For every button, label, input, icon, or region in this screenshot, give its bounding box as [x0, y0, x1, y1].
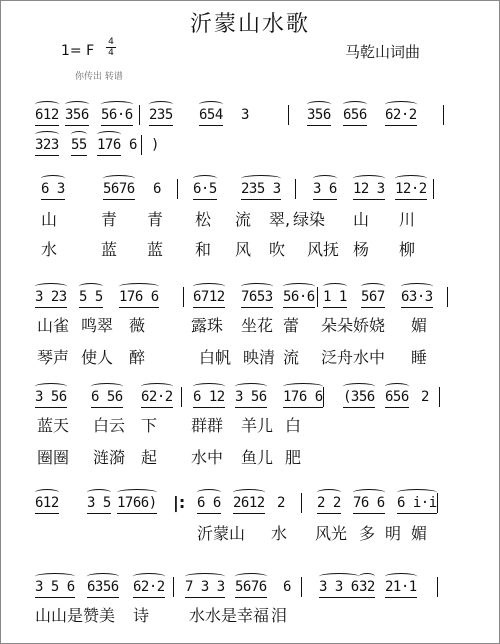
beam-underline [193, 307, 225, 308]
note-text: 6 [283, 579, 291, 595]
lyrics-line [1, 521, 500, 543]
slur-mark [323, 283, 347, 290]
lyrics-line [1, 313, 500, 335]
bar-line [173, 577, 174, 597]
note-text: 6 i·i [397, 495, 437, 511]
note-text: 3 5 6 [35, 579, 75, 595]
bar-line [181, 387, 182, 407]
beam-underline [353, 513, 385, 514]
note-text: (356 [343, 389, 375, 405]
note-text: 2 [421, 389, 429, 405]
slur-mark [41, 175, 65, 182]
slur-mark [235, 573, 267, 580]
beam-underline [87, 597, 119, 598]
note-text: 76 6 [353, 495, 385, 511]
slur-mark [35, 131, 59, 138]
slur-mark [35, 383, 67, 390]
note-text: 656 [385, 389, 409, 405]
note-text: 62·2 [141, 389, 173, 405]
lyric-text: 水中 [191, 448, 224, 467]
beam-underline [199, 125, 223, 126]
note-text: 3 56 [35, 389, 67, 405]
notation-line [1, 283, 500, 311]
note-text: 176 [97, 137, 121, 153]
slur-mark [103, 175, 135, 182]
lyric-text: 水 [41, 240, 58, 259]
note-text: 12 3 [353, 181, 385, 197]
note-text: 3 6 [313, 181, 337, 197]
note-text: 6 [153, 181, 161, 197]
slur-mark [343, 101, 367, 108]
slur-mark [35, 573, 75, 580]
lyric-text: 多 [359, 524, 376, 543]
note-text: 656 [343, 107, 367, 123]
beam-underline [385, 125, 417, 126]
note-text: 612 [35, 107, 59, 123]
beam-underline [401, 307, 433, 308]
lyric-text: 羊儿 [241, 416, 274, 435]
note-text: 6 6 [197, 495, 221, 511]
bar-line [301, 577, 302, 597]
lyrics-line [1, 237, 500, 259]
lyric-text: 吹 [269, 240, 286, 259]
beam-underline [319, 597, 359, 598]
beam-underline [35, 407, 67, 408]
slur-mark [119, 283, 159, 290]
bar-line [317, 287, 318, 307]
note-text: 3 23 [35, 289, 67, 305]
beam-underline [397, 513, 437, 514]
notation-line [1, 175, 500, 203]
lyric-text: 泛舟水中 [321, 348, 386, 367]
time-signature-bottom: 4 [108, 48, 114, 58]
lyric-text: 白帆 [199, 348, 232, 367]
slur-mark [117, 489, 157, 496]
note-text: 6712 [193, 289, 225, 305]
bar-line [439, 387, 440, 407]
beam-underline [343, 407, 375, 408]
lyric-text: 映清 [243, 348, 276, 367]
beam-underline [361, 307, 385, 308]
lyric-text: 睡 [411, 348, 428, 367]
beam-underline [307, 125, 331, 126]
slur-mark [353, 489, 385, 496]
note-text: 21·1 [385, 579, 417, 595]
note-text: 7653 [241, 289, 273, 305]
note-text: 5676 [103, 181, 135, 197]
lyric-text: 起 [141, 448, 158, 467]
song-title: 沂蒙山水歌 [189, 12, 310, 37]
slur-mark [87, 489, 111, 496]
note-text: 356 [307, 107, 331, 123]
lyric-text: 使人 [81, 348, 114, 367]
note-text: 32 [359, 579, 375, 595]
beam-underline [359, 597, 375, 598]
slur-mark [361, 283, 385, 290]
notation-line [1, 383, 500, 411]
note-text: 3 [241, 107, 249, 123]
slur-mark [233, 489, 265, 496]
note-text: 2 [277, 495, 285, 511]
lyric-text: 鱼儿 [241, 448, 274, 467]
note-text: 323 [35, 137, 59, 153]
beam-underline [97, 155, 121, 156]
lyric-text: 蓝 [147, 240, 164, 259]
lyric-text: 风光 [315, 524, 348, 543]
lyric-text: 流 [235, 210, 252, 229]
slur-mark [193, 175, 217, 182]
slur-mark [307, 101, 331, 108]
lyrics-line [1, 345, 500, 367]
lyric-text: 流 [283, 348, 300, 367]
note-text: 5 5 [79, 289, 103, 305]
beam-underline [193, 407, 225, 408]
time-signature [105, 37, 117, 58]
slur-mark [35, 283, 67, 290]
beam-underline [233, 513, 265, 514]
slur-mark [343, 383, 375, 390]
slur-mark [193, 283, 225, 290]
beam-underline [117, 513, 157, 514]
lyrics-line [1, 207, 500, 229]
lyric-text: 朵朵娇娆 [321, 316, 386, 335]
lyric-text: 沂蒙山 [197, 524, 246, 543]
beam-underline [193, 199, 217, 200]
slur-mark [185, 573, 225, 580]
lyric-text: 涟漪 [93, 448, 126, 467]
note-text: 62·2 [133, 579, 165, 595]
slur-mark [91, 383, 123, 390]
beam-underline [395, 199, 427, 200]
author-credit: 马乾山词曲 [345, 43, 421, 61]
bar-line [183, 287, 184, 307]
beam-underline [35, 125, 59, 126]
lyric-text: 蓝天 [37, 416, 70, 435]
lyric-text: 琴声 [37, 348, 70, 367]
slur-mark [141, 383, 173, 390]
bar-line [141, 135, 142, 155]
beam-underline [141, 407, 173, 408]
note-text: ) [151, 137, 159, 153]
lyric-text: 风 [235, 240, 252, 259]
slur-mark [71, 131, 87, 138]
beam-underline [283, 407, 323, 408]
beam-underline [323, 307, 347, 308]
note-text: 6 56 [91, 389, 123, 405]
lyric-text: 水 [271, 524, 288, 543]
lyrics-line [1, 445, 500, 467]
slur-mark [385, 101, 417, 108]
note-text: 567 [361, 289, 385, 305]
beam-underline [133, 597, 165, 598]
beam-underline [71, 155, 87, 156]
slur-mark [313, 175, 337, 182]
lyric-text: 露珠 [191, 316, 224, 335]
note-text: 654 [199, 107, 223, 123]
note-text: 7 3 3 [185, 579, 225, 595]
beam-underline [313, 199, 337, 200]
notation-line [1, 573, 500, 601]
bar-line [295, 179, 296, 199]
beam-underline [235, 597, 267, 598]
slur-mark [283, 383, 323, 390]
note-text: 6356 [87, 579, 119, 595]
beam-underline [185, 597, 225, 598]
slur-mark [149, 101, 173, 108]
lyric-text: 肥 [285, 448, 302, 467]
lyrics-line [1, 603, 500, 625]
lyric-text: 群群 [191, 416, 224, 435]
lyric-text: 青 [101, 210, 118, 229]
lyric-text: 山 [41, 210, 58, 229]
note-text: 1766) [117, 495, 157, 511]
note-text: 1 1 [323, 289, 347, 305]
note-text: 2 2 [317, 495, 341, 511]
slur-mark [385, 573, 417, 580]
slur-mark [35, 489, 59, 496]
note-text: 56·6 [283, 289, 315, 305]
note-text: 55 [71, 137, 87, 153]
lyric-text: 蓝 [101, 240, 118, 259]
beam-underline [35, 155, 59, 156]
slur-mark [359, 573, 375, 580]
notation-line [1, 101, 500, 129]
transcriber-note: 你传出 转谱 [75, 72, 123, 82]
note-text: 6·5 [193, 181, 217, 197]
slur-mark [193, 383, 225, 390]
bar-line [139, 105, 140, 125]
bar-line [447, 287, 448, 307]
repeat-sign: |: [173, 493, 186, 512]
beam-underline [353, 199, 385, 200]
slur-mark [133, 573, 165, 580]
lyric-text: 坐花 [241, 316, 274, 335]
lyric-text: 下 [141, 416, 158, 435]
lyric-text: 圈圈 [37, 448, 70, 467]
beam-underline [241, 307, 273, 308]
beam-underline [197, 513, 221, 514]
beam-underline [241, 199, 281, 200]
beam-underline [317, 513, 341, 514]
time-signature-top: 4 [108, 37, 114, 47]
beam-underline [149, 125, 173, 126]
lyric-text: 水水是幸福 [189, 606, 270, 625]
beam-underline [65, 125, 89, 126]
slur-mark [79, 283, 103, 290]
beam-underline [385, 407, 409, 408]
bar-line [177, 179, 178, 199]
slur-mark [65, 101, 89, 108]
note-text: 5676 [235, 579, 267, 595]
bar-line [301, 493, 302, 513]
lyric-text: 白云 [93, 416, 126, 435]
slur-mark [97, 131, 121, 138]
slur-mark [197, 489, 221, 496]
slur-mark [235, 383, 267, 390]
beam-underline [283, 307, 315, 308]
beam-underline [87, 513, 111, 514]
slur-mark [199, 101, 223, 108]
note-text: 2612 [233, 495, 265, 511]
note-text: 63·3 [401, 289, 433, 305]
lyric-text: 媚 [411, 316, 428, 335]
lyric-text: 媚 [411, 524, 428, 543]
lyrics-line [1, 413, 500, 435]
note-text: 3 56 [235, 389, 267, 405]
notation-line [1, 489, 500, 517]
lyric-text: 翠, [269, 210, 291, 229]
lyric-text: 杨 [353, 240, 370, 259]
note-text: 6 [129, 137, 137, 153]
note-text: 3 5 [87, 495, 111, 511]
note-text: 12·2 [395, 181, 427, 197]
lyric-text: 和 [195, 240, 212, 259]
slur-mark [101, 101, 133, 108]
beam-underline [101, 125, 133, 126]
lyric-text: 绿染 [293, 210, 326, 229]
bar-line [443, 105, 444, 125]
note-text: 612 [35, 495, 59, 511]
note-text: 176 6 [119, 289, 159, 305]
slur-mark [353, 175, 385, 182]
lyric-text: 鸣翠 [81, 316, 114, 335]
lyric-text: 醉 [129, 348, 146, 367]
note-text: 356 [65, 107, 89, 123]
beam-underline [91, 407, 123, 408]
slur-mark [283, 283, 315, 290]
bar-line [437, 493, 438, 513]
beam-underline [119, 307, 159, 308]
slur-mark [397, 489, 437, 496]
note-text: 6 12 [193, 389, 225, 405]
lyric-text: 山 [353, 210, 370, 229]
slur-mark [401, 283, 433, 290]
slur-mark [317, 489, 341, 496]
slur-mark [35, 101, 59, 108]
bar-line [433, 179, 434, 199]
slur-mark [385, 383, 409, 390]
beam-underline [385, 597, 417, 598]
note-text: 3 3 6 [319, 579, 359, 595]
note-text: 235 3 [241, 181, 281, 197]
beam-underline [103, 199, 135, 200]
lyric-text: 薇 [129, 316, 146, 335]
note-text: 235 [149, 107, 173, 123]
bar-line [288, 105, 289, 125]
bar-line [437, 577, 438, 597]
beam-underline [35, 307, 67, 308]
lyric-text: 风抚 [307, 240, 340, 259]
beam-underline [343, 125, 367, 126]
slur-mark [395, 175, 427, 182]
lyric-text: 柳 [399, 240, 416, 259]
slur-mark [319, 573, 359, 580]
lyric-text: 山山是赞美 [35, 606, 116, 625]
lyric-text: 蕾 [283, 316, 300, 335]
lyric-text: 诗 [133, 606, 150, 625]
lyric-text: 白 [285, 416, 302, 435]
note-text: 6 3 [41, 181, 65, 197]
key-signature: 1= F [61, 43, 95, 59]
beam-underline [35, 513, 59, 514]
beam-underline [235, 407, 267, 408]
beam-underline [41, 199, 65, 200]
note-text: 176 6 [283, 389, 323, 405]
note-text: 56·6 [101, 107, 133, 123]
lyric-text: 青 [147, 210, 164, 229]
slur-mark [87, 573, 119, 580]
notation-line [1, 131, 500, 159]
lyric-text: 明 [385, 524, 402, 543]
beam-underline [79, 307, 103, 308]
slur-mark [241, 283, 273, 290]
beam-underline [35, 597, 75, 598]
slur-mark [241, 175, 281, 182]
lyric-text: 川 [399, 210, 416, 229]
lyric-text: 松 [195, 210, 212, 229]
lyric-text: 泪 [271, 606, 288, 625]
note-text: 62·2 [385, 107, 417, 123]
lyric-text: 山雀 [37, 316, 70, 335]
bar-line [323, 387, 324, 407]
